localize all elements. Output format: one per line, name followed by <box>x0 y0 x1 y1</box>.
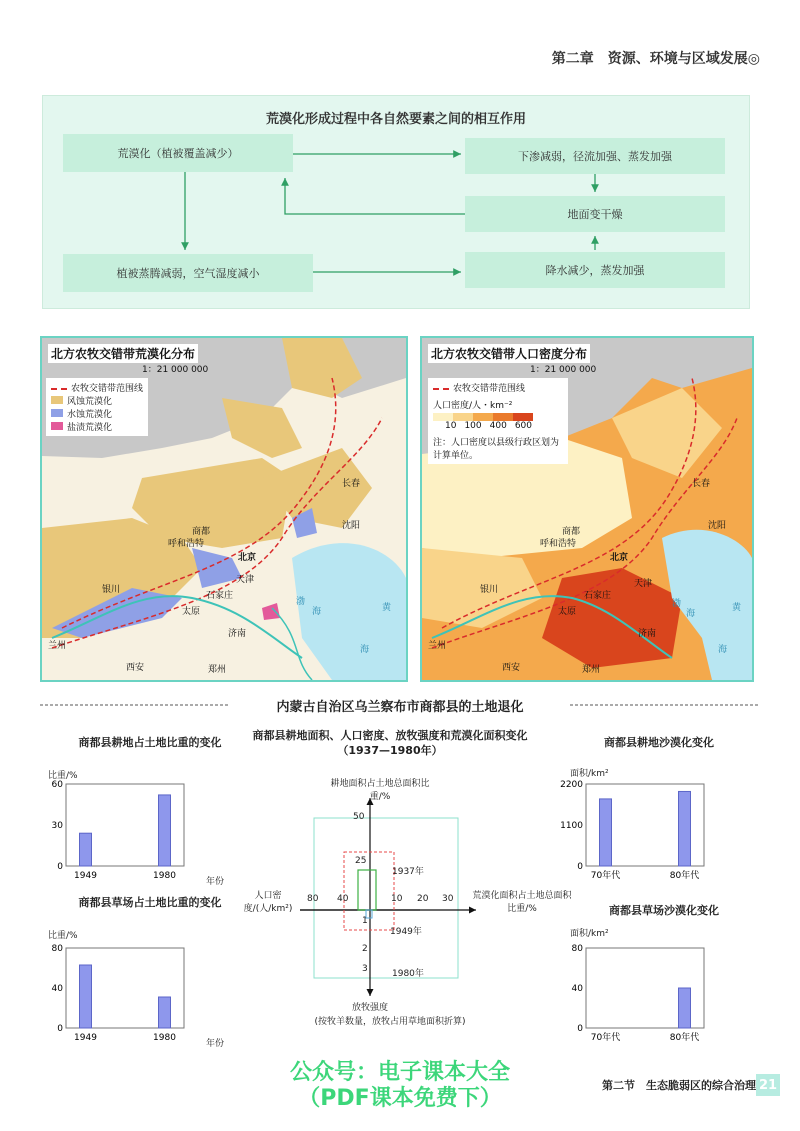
diagram-right-label: 荒漠化面积占土地总面积比重/% <box>472 891 572 914</box>
footer-section: 第二节 生态脆弱区的综合治理 <box>602 1079 756 1092</box>
bar <box>679 791 691 866</box>
density-tick: 600 <box>514 421 533 431</box>
population-density-map <box>420 336 754 682</box>
place-label: 长春 <box>692 479 711 489</box>
x-tick-label: 1949 <box>74 871 97 881</box>
density-swatch <box>453 413 473 421</box>
diagram-year-label: 1949年 <box>390 927 422 937</box>
diagram-title: 商都县耕地面积、人口密度、放牧强度和荒漠化面积变化（1937—1980年） <box>252 729 528 757</box>
sea-label: 海 <box>686 609 696 619</box>
chart1-title: 商都县耕地占土地比重的变化 <box>78 736 222 749</box>
density-swatch <box>473 413 493 421</box>
density-swatches <box>433 413 563 421</box>
place-label: 天津 <box>236 575 255 585</box>
legend-item: 农牧交错带范围线 <box>51 381 143 394</box>
place-label: 呼和浩特 <box>540 539 577 549</box>
place-label: 太原 <box>558 607 577 617</box>
place-label: 济南 <box>228 629 247 639</box>
chart2-xlabel: 年份 <box>206 1039 225 1049</box>
watermark-line: 公众号：电子课本大全 <box>289 1060 510 1085</box>
sea-label: 海 <box>312 607 322 617</box>
chart4 <box>560 938 750 1048</box>
sea-label: 黄 <box>732 603 742 613</box>
density-tick: 100 <box>464 421 482 431</box>
legend-item: 盐渍荒漠化 <box>51 420 143 433</box>
bar <box>600 799 612 866</box>
bar <box>80 833 92 866</box>
x-tick-label: 1980 <box>153 871 176 881</box>
diagram-bottom-label: 放牧强度 <box>351 1003 388 1013</box>
place-label: 北京 <box>238 553 257 563</box>
y-tick-label: 80 <box>571 944 583 954</box>
legend-item: 农牧交错带范围线 <box>433 381 563 394</box>
density-ticks <box>445 421 563 431</box>
place-label: 石家庄 <box>206 591 234 601</box>
x-tick-label: 80年代 <box>669 1033 700 1043</box>
place-label: 西安 <box>502 663 521 673</box>
place-label: 沈阳 <box>708 521 727 531</box>
place-label: 济南 <box>638 629 657 639</box>
chart3 <box>560 774 750 886</box>
flow-arrows <box>43 96 749 308</box>
flow-diagram-panel <box>42 95 750 309</box>
density-swatch <box>433 413 453 421</box>
legend-item: 水蚀荒漠化 <box>51 407 143 420</box>
diagram-right-tick: 30 <box>442 894 454 904</box>
chart1-xlabel: 年份 <box>206 877 225 887</box>
place-label: 天津 <box>634 579 653 589</box>
map1-title: 北方农牧交错带荒漠化分布 <box>48 344 198 363</box>
x-tick-label: 70年代 <box>590 1033 621 1043</box>
y-tick-label: 80 <box>51 944 63 954</box>
diagram-top-tick: 25 <box>355 856 367 866</box>
diagram-right-tick: 20 <box>417 894 429 904</box>
chapter-header: 第二章 资源、环境与区域发展◎ <box>551 51 760 67</box>
x-tick-label: 1980 <box>153 1033 176 1043</box>
chart1-ylabel: 比重/% <box>48 771 78 781</box>
y-tick-label: 40 <box>571 984 583 994</box>
place-label: 兰州 <box>48 641 67 651</box>
chart3-title: 商都县耕地沙漠化变化 <box>604 736 714 749</box>
place-label: 银川 <box>480 585 499 595</box>
watermark-line: （PDF课本免费下） <box>298 1086 502 1111</box>
map1-legend <box>46 378 148 436</box>
place-label: 太原 <box>182 607 201 617</box>
flow-box-runoff: 下渗减弱，径流加强、蒸发加强 <box>465 138 725 174</box>
density-swatch <box>513 413 533 421</box>
diagram-top-tick: 50 <box>353 812 365 822</box>
bar <box>679 988 691 1028</box>
bar <box>80 965 92 1028</box>
density-tick: 10 <box>445 421 457 431</box>
y-tick-label: 0 <box>57 862 63 872</box>
map2-title: 北方农牧交错带人口密度分布 <box>428 344 590 363</box>
flow-box-precipitation: 降水减少，蒸发加强 <box>465 252 725 288</box>
place-label: 石家庄 <box>584 591 612 601</box>
density-tick: 400 <box>489 421 507 431</box>
diagram-year-label: 1937年 <box>392 867 424 877</box>
flow-box-desertification: 荒漠化（植被覆盖减少） <box>63 134 293 172</box>
place-label: 沈阳 <box>342 521 361 531</box>
place-label: 西安 <box>126 663 145 673</box>
y-tick-label: 1100 <box>560 821 583 831</box>
map1-scale: 1：21 000 000 <box>142 365 209 375</box>
place-label: 郑州 <box>208 665 227 675</box>
place-label: 长春 <box>342 479 361 489</box>
flow-box-dry-ground: 地面变干燥 <box>465 196 725 232</box>
chart2-ylabel: 比重/% <box>48 931 78 941</box>
watermark <box>210 1060 590 1112</box>
diagram-top-label: 耕地面积占土地总面积比重/% <box>330 779 430 802</box>
place-label: 北京 <box>610 553 629 563</box>
place-label: 商都 <box>562 527 581 537</box>
chart3-ylabel: 面积/km² <box>570 769 609 779</box>
place-label: 呼和浩特 <box>168 539 205 549</box>
density-swatch <box>493 413 513 421</box>
diagram-left-tick: 40 <box>337 894 349 904</box>
chart1 <box>40 774 230 886</box>
y-tick-label: 2200 <box>560 780 583 790</box>
page-number: 21 <box>756 1074 780 1096</box>
place-label: 郑州 <box>582 665 601 675</box>
chart2 <box>40 938 230 1048</box>
sea-label: 渤 <box>672 599 682 609</box>
map2-note: 注：人口密度以县级行政区划为计算单位。 <box>433 438 560 461</box>
density-legend-label: 人口密度/人・km⁻² <box>433 401 513 411</box>
diagram-bottom-tick: 2 <box>362 944 368 954</box>
legend-item: 风蚀荒漠化 <box>51 394 143 407</box>
x-tick-label: 70年代 <box>590 871 621 881</box>
sea-label: 渤 <box>296 597 306 607</box>
y-tick-label: 0 <box>577 862 583 872</box>
sea-label: 黄 <box>382 603 392 613</box>
diagram-year-label: 1980年 <box>392 969 424 979</box>
chart4-title: 商都县草场沙漠化变化 <box>609 904 719 917</box>
place-label: 商都 <box>192 527 211 537</box>
diagram-left-tick: 80 <box>307 894 319 904</box>
x-tick-label: 1949 <box>74 1033 97 1043</box>
y-tick-label: 30 <box>51 821 63 831</box>
diagram-bottom-tick: 3 <box>362 964 368 974</box>
y-tick-label: 40 <box>51 984 63 994</box>
section-title: 内蒙古自治区乌兰察布市商都县的土地退化 <box>276 700 524 715</box>
diagram-left-label: 人口密度/(人/km²) <box>243 891 293 914</box>
bar <box>159 997 171 1028</box>
diagram-bottom-tick: 1 <box>362 916 368 926</box>
map2-scale: 1：21 000 000 <box>530 365 597 375</box>
diagram-right-tick: 10 <box>391 894 403 904</box>
sea-label: 海 <box>718 645 728 655</box>
sea-label: 海 <box>360 645 370 655</box>
place-label: 兰州 <box>428 641 447 651</box>
x-tick-label: 80年代 <box>669 871 700 881</box>
flow-diagram-title: 荒漠化形成过程中各自然要素之间的相互作用 <box>265 112 526 127</box>
flow-box-transpiration: 植被蒸腾减弱，空气湿度减小 <box>63 254 313 292</box>
y-tick-label: 60 <box>51 780 63 790</box>
chart2-title: 商都县草场占土地比重的变化 <box>78 896 222 909</box>
place-label: 银川 <box>102 585 121 595</box>
map2-legend <box>428 378 568 464</box>
chart4-ylabel: 面积/km² <box>570 929 609 939</box>
y-tick-label: 0 <box>577 1024 583 1034</box>
diagram-bottom-note: (按牧羊数量，放牧占用草地面积折算) <box>314 1017 466 1027</box>
desertification-map <box>40 336 408 682</box>
y-tick-label: 0 <box>57 1024 63 1034</box>
bar <box>159 795 171 866</box>
